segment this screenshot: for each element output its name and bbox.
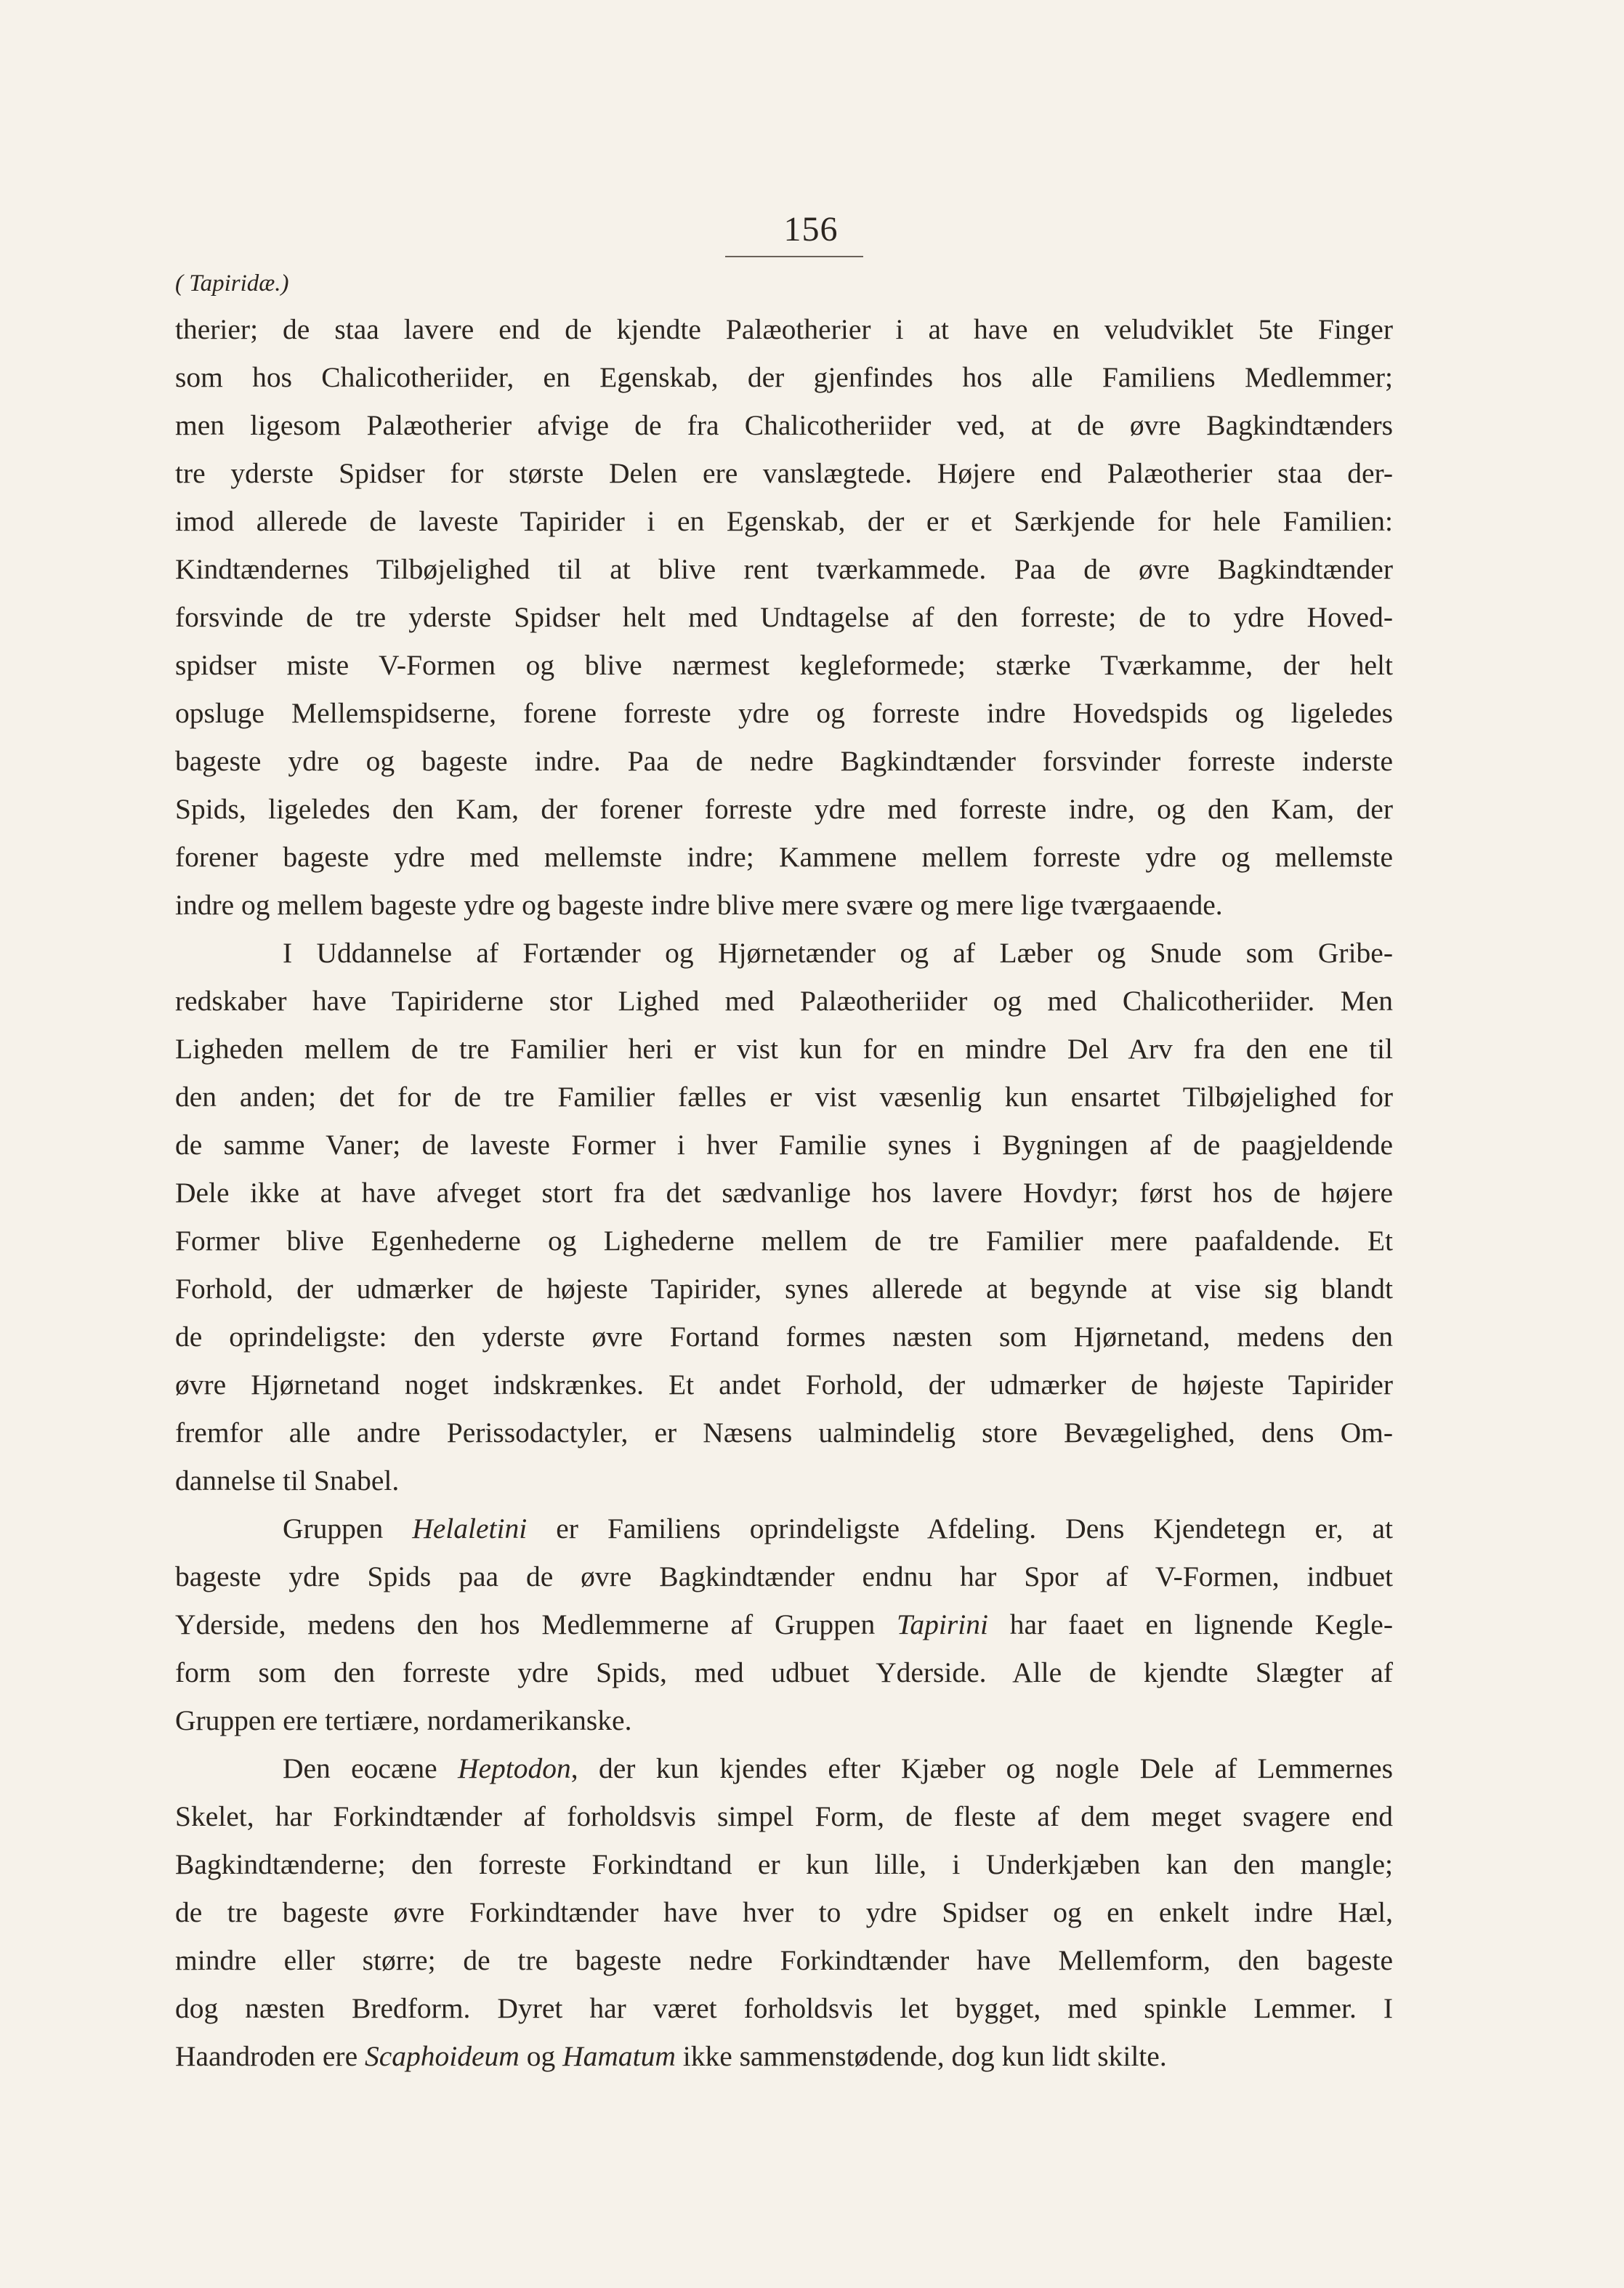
anatomical-term: Scaphoideum: [365, 2040, 520, 2072]
text-run: og: [519, 2040, 563, 2072]
text-line: form som den forreste ydre Spids, med udbuet Yderside. Alle de kjendte Slægter af: [175, 1656, 1393, 1688]
text-line: opsluge Mellemspidserne, forene forreste ydre og forreste indre Hovedspids og ligeledes: [175, 697, 1393, 729]
text-line: [175, 2032, 1393, 2080]
text-line: mindre eller større; de tre bageste nedre Forkindtænder have Mellemform, den bageste: [175, 1944, 1393, 1976]
text-line: de samme Vaner; de laveste Former i hver Familie synes i Bygningen af de paagjeldende: [175, 1129, 1393, 1161]
page-number: 156: [783, 210, 839, 249]
text-line: bageste ydre og bageste indre. Paa de nedre Bagkindtænder forsvinder forreste inderste: [175, 745, 1393, 777]
text-line: Ligheden mellem de tre Familier heri er vist kun for en mindre Del Arv fra den ene til: [175, 1033, 1393, 1065]
text-line: indre og mellem bageste ydre og bageste indre blive mere svære og mere lige tværgaaende.: [175, 889, 1223, 921]
paragraph-4: [175, 1744, 1393, 2080]
taxon-name: Helaletini: [412, 1512, 528, 1544]
text-line: dog næsten Bredform. Dyret har været forholdsvis let bygget, med spinkle Lemmer. I: [175, 1992, 1393, 2024]
text-line: fremfor alle andre Perissodactyler, er Næsens ualmindelig store Bevægelighed, dens Om-: [175, 1417, 1393, 1449]
paragraph-1: [175, 305, 1393, 929]
text-line: [175, 1504, 1393, 1552]
text-line: imod allerede de laveste Tapirider i en Egenskab, der er et Særkjende for hele Familien:: [175, 505, 1393, 537]
text-line: [175, 1600, 1393, 1648]
text-line: men ligesom Palæotherier afvige de fra Chalicotheriider ved, at de øvre Bagkindtænders: [175, 409, 1393, 441]
text-line: Dele ikke at have afveget stort fra det sædvanlige hos lavere Hovdyr; først hos de højere: [175, 1177, 1393, 1209]
text-run: er Familiens oprindeligste Afdeling. Dens Kjendetegn er, at: [527, 1512, 1393, 1544]
text-line: Former blive Egenhederne og Lighederne mellem de tre Familier mere paafaldende. Et: [175, 1225, 1393, 1257]
taxon-name: Heptodon: [457, 1752, 571, 1784]
text-line: øvre Hjørnetand noget indskrænkes. Et andet Forhold, der udmærker de højeste Tapirider: [175, 1369, 1393, 1401]
text-line: bageste ydre Spids paa de øvre Bagkindtænder endnu har Spor af V-Formen, indbuet: [175, 1560, 1393, 1592]
paragraph-2: [175, 929, 1393, 1504]
text-line: Spids, ligeledes den Kam, der forener forreste ydre med forreste indre, og den Kam, der: [175, 793, 1393, 825]
text-line: redskaber have Tapiriderne stor Lighed med Palæotheriider og med Chalicotheriider. Men: [175, 985, 1393, 1017]
text-line: Skelet, har Forkindtænder af forholdsvis simpel Form, de fleste af dem meget svagere end: [175, 1800, 1393, 1832]
text-line: dannelse til Snabel.: [175, 1465, 400, 1497]
text-run: Haandroden ere: [175, 2040, 365, 2072]
paragraph-3: [175, 1504, 1393, 1744]
text-run: Den eocæne: [283, 1752, 458, 1784]
text-line: de tre bageste øvre Forkindtænder have hver to ydre Spidser og en enkelt indre Hæl,: [175, 1896, 1393, 1928]
text-line: forener bageste ydre med mellemste indre; Kammene mellem forreste ydre og mellemste: [175, 841, 1393, 873]
text-line: [175, 1744, 1393, 1792]
section-label: ( Tapiridæ.): [175, 270, 289, 297]
text-run: , der kun kjendes efter Kjæber og nogle Dele af Lemmernes: [570, 1752, 1394, 1784]
anatomical-term: Hamatum: [562, 2040, 676, 2072]
text-line: Bagkindtænderne; den forreste Forkindtand er kun lille, i Underkjæben kan den mangle;: [175, 1848, 1393, 1880]
text-line: Gruppen ere tertiære, nordamerikanske.: [175, 1704, 632, 1736]
text-run: Gruppen: [283, 1512, 413, 1544]
page-number-rule: [725, 256, 863, 257]
text-line: som hos Chalicotheriider, en Egenskab, der gjenfindes hos alle Familiens Medlemmer;: [175, 361, 1393, 393]
text-line: den anden; det for de tre Familier fælles er vist væsenlig kun ensartet Tilbøjelighed for: [175, 1081, 1393, 1113]
text-run: har faaet en lignende Kegle-: [987, 1608, 1393, 1640]
text-line: forsvinde de tre yderste Spidser helt med Undtagelse af den forreste; de to ydre Hoved-: [175, 601, 1393, 633]
text-line: I Uddannelse af Fortænder og Hjørnetænder og af Læber og Snude som Gribe-: [283, 937, 1393, 969]
text-line: Forhold, der udmærker de højeste Tapirider, synes allerede at begynde at vise sig blandt: [175, 1273, 1393, 1305]
text-run: ikke sammenstødende, dog kun lidt skilte.: [675, 2040, 1167, 2072]
taxon-name: Tapirini: [897, 1608, 988, 1640]
text-run: Yderside, medens den hos Medlemmerne af Gruppen: [175, 1608, 897, 1640]
text-line: Kindtændernes Tilbøjelighed til at blive rent tværkammede. Paa de øvre Bagkindtænder: [175, 553, 1393, 585]
text-line: therier; de staa lavere end de kjendte Palæotherier i at have en veludviklet 5te Finger: [175, 313, 1393, 345]
text-line: spidser miste V-Formen og blive nærmest kegleformede; stærke Tværkamme, der helt: [175, 649, 1393, 681]
text-line: de oprindeligste: den yderste øvre Fortand formes næsten som Hjørnetand, medens den: [175, 1321, 1393, 1353]
text-line: tre yderste Spidser for største Delen ere vanslægtede. Højere end Palæotherier staa der-: [175, 457, 1393, 489]
body-text: [175, 262, 1393, 2080]
